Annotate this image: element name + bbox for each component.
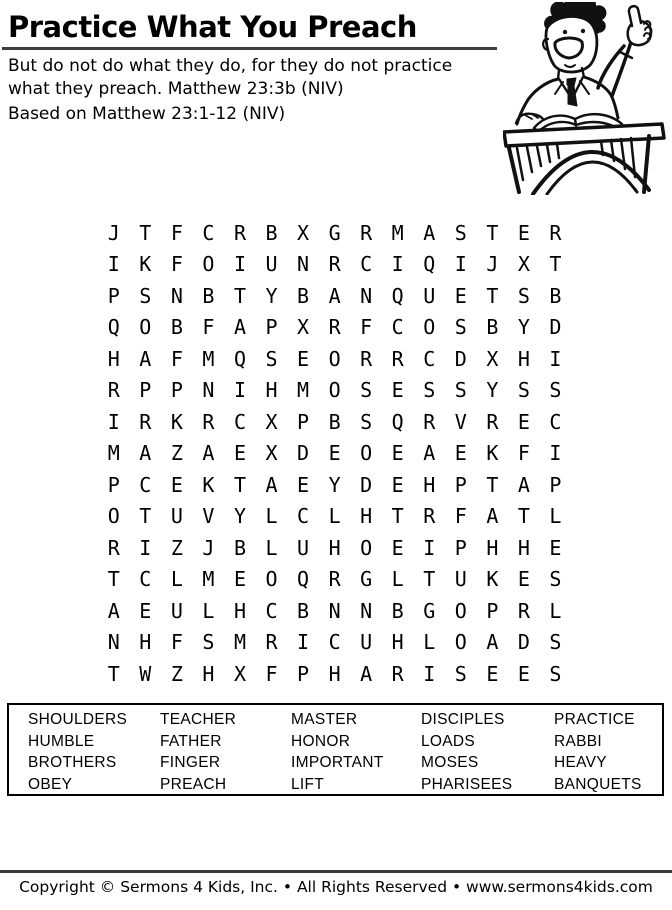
word-bank-word: PREACH <box>160 775 227 793</box>
grid-letter: E <box>454 441 467 466</box>
grid-letter: O <box>454 598 467 623</box>
grid-letter: W <box>139 661 152 686</box>
grid-letter: G <box>360 567 373 592</box>
grid-letter: M <box>297 378 310 403</box>
word-bank-word: FATHER <box>160 732 222 750</box>
grid-letter: E <box>297 472 310 497</box>
word-bank-column <box>291 709 421 795</box>
grid-letter: L <box>170 567 183 592</box>
grid-letter: I <box>423 535 436 560</box>
grid-letter: E <box>391 378 404 403</box>
grid-letter: V <box>454 409 467 434</box>
grid-letter: Y <box>517 315 530 340</box>
grid-letter: H <box>360 504 373 529</box>
grid-letter: S <box>202 630 215 655</box>
grid-letter: I <box>107 409 120 434</box>
grid-letter: F <box>170 220 183 245</box>
grid-letter: I <box>107 252 120 277</box>
grid-letter: C <box>202 220 215 245</box>
grid-letter: U <box>170 598 183 623</box>
grid-letter: A <box>517 472 530 497</box>
grid-letter: S <box>549 630 562 655</box>
grid-letter: J <box>107 220 120 245</box>
grid-letter: E <box>517 409 530 434</box>
grid-letter: B <box>328 409 341 434</box>
copyright-text: Copyright © Sermons 4 Kids, Inc. • All Rights Reserved • www.sermons4kids.com <box>19 878 653 896</box>
grid-letter: S <box>454 315 467 340</box>
grid-letter: E <box>454 283 467 308</box>
grid-letter: G <box>423 598 436 623</box>
grid-letter: B <box>265 220 278 245</box>
grid-letter: A <box>107 598 120 623</box>
footer-divider <box>0 870 672 873</box>
word-bank-word: MOSES <box>421 754 479 772</box>
word-bank-column <box>28 709 160 795</box>
grid-letter: J <box>486 252 499 277</box>
grid-letter: X <box>297 220 310 245</box>
grid-letter: R <box>139 409 152 434</box>
grid-letter: L <box>549 504 562 529</box>
grid-letter: A <box>139 441 152 466</box>
grid-letter: C <box>423 346 436 371</box>
grid-letter: E <box>517 220 530 245</box>
word-bank <box>7 703 664 796</box>
grid-letter: O <box>107 504 120 529</box>
grid-letter: P <box>486 598 499 623</box>
grid-letter: P <box>549 472 562 497</box>
grid-letter: H <box>265 378 278 403</box>
grid-letter: B <box>297 283 310 308</box>
grid-letter: Z <box>170 441 183 466</box>
grid-letter: N <box>360 598 373 623</box>
page-title: Practice What You Preach <box>8 10 417 44</box>
grid-letter: T <box>233 472 246 497</box>
grid-letter: N <box>328 598 341 623</box>
grid-letter: H <box>139 630 152 655</box>
grid-letter: C <box>139 567 152 592</box>
grid-letter: O <box>328 346 341 371</box>
memory-verse <box>8 55 488 101</box>
grid-letter: R <box>328 567 341 592</box>
grid-letter: U <box>423 283 436 308</box>
grid-letter: U <box>297 535 310 560</box>
grid-letter: F <box>265 661 278 686</box>
grid-letter: K <box>486 567 499 592</box>
grid-letter: V <box>202 504 215 529</box>
grid-letter: I <box>139 535 152 560</box>
grid-letter: A <box>265 472 278 497</box>
grid-letter: P <box>265 315 278 340</box>
grid-letter: S <box>423 378 436 403</box>
grid-letter: A <box>139 346 152 371</box>
grid-letter: Z <box>170 535 183 560</box>
grid-letter: E <box>328 441 341 466</box>
grid-letter: Q <box>233 346 246 371</box>
grid-letter: I <box>233 378 246 403</box>
grid-letter: U <box>265 252 278 277</box>
grid-letter: H <box>328 661 341 686</box>
grid-letter: I <box>549 441 562 466</box>
grid-letter: R <box>423 409 436 434</box>
grid-letter: M <box>233 630 246 655</box>
grid-letter: A <box>423 441 436 466</box>
grid-letter: P <box>454 472 467 497</box>
grid-letter: B <box>391 598 404 623</box>
grid-letter: A <box>328 283 341 308</box>
grid-letter: E <box>391 472 404 497</box>
grid-letter: E <box>517 567 530 592</box>
grid-letter: T <box>391 504 404 529</box>
grid-letter: H <box>202 661 215 686</box>
grid-letter: G <box>328 220 341 245</box>
grid-letter: C <box>233 409 246 434</box>
grid-letter: O <box>202 252 215 277</box>
grid-letter: N <box>202 378 215 403</box>
grid-letter: A <box>486 504 499 529</box>
grid-letter: L <box>328 504 341 529</box>
grid-letter: F <box>170 630 183 655</box>
word-bank-word: HEAVY <box>554 754 607 772</box>
grid-letter: Y <box>328 472 341 497</box>
grid-letter: Y <box>265 283 278 308</box>
grid-letter: R <box>391 346 404 371</box>
grid-letter: F <box>170 252 183 277</box>
grid-letter: L <box>202 598 215 623</box>
grid-letter: E <box>233 567 246 592</box>
grid-letter: R <box>549 220 562 245</box>
grid-letter: D <box>360 472 373 497</box>
word-bank-word: TEACHER <box>160 711 237 728</box>
word-bank-word: FINGER <box>160 754 221 772</box>
grid-letter: C <box>391 315 404 340</box>
grid-letter: I <box>391 252 404 277</box>
grid-letter: P <box>297 409 310 434</box>
grid-letter: R <box>328 252 341 277</box>
grid-letter: S <box>139 283 152 308</box>
grid-letter: S <box>549 567 562 592</box>
grid-letter: M <box>391 220 404 245</box>
grid-letter: M <box>202 567 215 592</box>
grid-letter: B <box>233 535 246 560</box>
grid-letter: T <box>486 283 499 308</box>
grid-letter: T <box>139 504 152 529</box>
grid-letter: R <box>391 661 404 686</box>
word-bank-word: PHARISEES <box>421 775 513 793</box>
grid-letter: T <box>423 567 436 592</box>
grid-letter: F <box>360 315 373 340</box>
grid-letter: X <box>265 409 278 434</box>
grid-letter: P <box>107 472 120 497</box>
grid-letter: S <box>517 378 530 403</box>
grid-letter: K <box>170 409 183 434</box>
grid-letter: R <box>360 346 373 371</box>
grid-letter: C <box>360 252 373 277</box>
grid-letter: H <box>423 472 436 497</box>
grid-letter: N <box>170 283 183 308</box>
grid-letter: A <box>360 661 373 686</box>
grid-letter: S <box>549 378 562 403</box>
grid-letter: E <box>549 535 562 560</box>
grid-letter: I <box>297 630 310 655</box>
grid-letter: N <box>107 630 120 655</box>
grid-letter: F <box>454 504 467 529</box>
grid-letter: C <box>265 598 278 623</box>
grid-letter: U <box>170 504 183 529</box>
grid-letter: R <box>265 630 278 655</box>
grid-letter: D <box>454 346 467 371</box>
grid-letter: X <box>517 252 530 277</box>
grid-letter: K <box>486 441 499 466</box>
grid-letter: O <box>360 441 373 466</box>
grid-letter: C <box>297 504 310 529</box>
grid-letter: J <box>202 535 215 560</box>
word-bank-word: LOADS <box>421 732 476 750</box>
grid-letter: A <box>423 220 436 245</box>
word-bank-word: HUMBLE <box>28 732 95 750</box>
grid-letter: U <box>360 630 373 655</box>
preacher-pointing-at-podium-icon <box>503 2 668 195</box>
grid-letter: L <box>265 504 278 529</box>
grid-letter: O <box>328 378 341 403</box>
grid-letter: E <box>170 472 183 497</box>
letter-grid <box>98 217 571 690</box>
grid-letter: L <box>423 630 436 655</box>
grid-letter: D <box>517 630 530 655</box>
grid-letter: E <box>233 441 246 466</box>
grid-letter: E <box>517 661 530 686</box>
title-underline <box>2 47 497 50</box>
grid-letter: L <box>265 535 278 560</box>
grid-letter: X <box>233 661 246 686</box>
grid-letter: F <box>170 346 183 371</box>
grid-letter: S <box>454 220 467 245</box>
grid-letter: S <box>360 409 373 434</box>
grid-letter: A <box>233 315 246 340</box>
word-bank-word: BANQUETS <box>554 775 642 793</box>
grid-letter: C <box>139 472 152 497</box>
grid-letter: I <box>549 346 562 371</box>
grid-letter: R <box>107 378 120 403</box>
grid-letter: X <box>486 346 499 371</box>
grid-letter: H <box>328 535 341 560</box>
grid-letter: Q <box>423 252 436 277</box>
grid-letter: H <box>517 346 530 371</box>
grid-letter: U <box>454 567 467 592</box>
grid-letter: X <box>297 315 310 340</box>
grid-letter: E <box>391 441 404 466</box>
grid-letter: S <box>265 346 278 371</box>
grid-letter: H <box>517 535 530 560</box>
grid-letter: F <box>517 441 530 466</box>
grid-letter: O <box>139 315 152 340</box>
word-bank-column <box>421 709 554 795</box>
grid-letter: I <box>423 661 436 686</box>
grid-letter: B <box>202 283 215 308</box>
grid-letter: I <box>233 252 246 277</box>
grid-letter: Y <box>233 504 246 529</box>
grid-letter: F <box>202 315 215 340</box>
grid-letter: N <box>297 252 310 277</box>
grid-letter: A <box>486 630 499 655</box>
grid-letter: K <box>139 252 152 277</box>
grid-letter: S <box>549 661 562 686</box>
word-bank-word: MASTER <box>291 711 358 728</box>
grid-letter: D <box>297 441 310 466</box>
grid-letter: O <box>423 315 436 340</box>
grid-letter: P <box>107 283 120 308</box>
grid-letter: M <box>107 441 120 466</box>
grid-letter: Z <box>170 661 183 686</box>
grid-letter: D <box>549 315 562 340</box>
grid-letter: S <box>454 378 467 403</box>
grid-letter: H <box>233 598 246 623</box>
grid-letter: B <box>486 315 499 340</box>
grid-letter: Q <box>297 567 310 592</box>
grid-letter: O <box>454 630 467 655</box>
word-bank-word: DISCIPLES <box>421 711 505 728</box>
grid-letter: S <box>360 378 373 403</box>
grid-letter: C <box>549 409 562 434</box>
grid-letter: Q <box>391 409 404 434</box>
memory-verse-line1: But do not do what they do, for they do not practice <box>8 56 453 76</box>
grid-letter: T <box>233 283 246 308</box>
grid-letter: X <box>265 441 278 466</box>
grid-letter: R <box>423 504 436 529</box>
grid-letter: M <box>202 346 215 371</box>
grid-letter: R <box>328 315 341 340</box>
grid-letter: R <box>202 409 215 434</box>
word-bank-column <box>160 709 291 795</box>
word-bank-word: IMPORTANT <box>291 754 384 772</box>
word-bank-word: LIFT <box>291 775 325 793</box>
grid-letter: E <box>297 346 310 371</box>
based-on-reference: Based on Matthew 23:1-12 (NIV) <box>8 104 286 124</box>
grid-letter: Q <box>107 315 120 340</box>
grid-letter: T <box>107 661 120 686</box>
word-bank-column <box>554 709 662 795</box>
grid-letter: T <box>139 220 152 245</box>
grid-letter: B <box>170 315 183 340</box>
word-bank-word: SHOULDERS <box>28 711 128 728</box>
word-bank-word: PRACTICE <box>554 711 635 728</box>
grid-letter: Y <box>486 378 499 403</box>
word-bank-word: BROTHERS <box>28 754 117 772</box>
grid-letter: K <box>202 472 215 497</box>
grid-letter: E <box>139 598 152 623</box>
grid-letter: S <box>454 661 467 686</box>
grid-letter: E <box>486 661 499 686</box>
grid-letter: T <box>549 252 562 277</box>
grid-letter: C <box>328 630 341 655</box>
grid-letter: L <box>391 567 404 592</box>
grid-letter: B <box>297 598 310 623</box>
grid-letter: S <box>517 283 530 308</box>
memory-verse-line2: what they preach. Matthew 23:3b (NIV) <box>8 79 344 99</box>
grid-letter: T <box>486 472 499 497</box>
grid-letter: H <box>107 346 120 371</box>
grid-letter: O <box>265 567 278 592</box>
grid-letter: H <box>391 630 404 655</box>
word-bank-word: HONOR <box>291 732 351 750</box>
grid-letter: I <box>454 252 467 277</box>
grid-letter: T <box>486 220 499 245</box>
word-bank-word: OBEY <box>28 775 73 793</box>
grid-letter: R <box>360 220 373 245</box>
grid-letter: N <box>360 283 373 308</box>
grid-letter: P <box>454 535 467 560</box>
grid-letter: L <box>549 598 562 623</box>
grid-letter: P <box>297 661 310 686</box>
grid-letter: R <box>517 598 530 623</box>
grid-letter: P <box>139 378 152 403</box>
grid-letter: O <box>360 535 373 560</box>
grid-letter: E <box>391 535 404 560</box>
grid-letter: T <box>107 567 120 592</box>
grid-letter: B <box>549 283 562 308</box>
grid-letter: R <box>107 535 120 560</box>
grid-letter: T <box>517 504 530 529</box>
grid-letter: A <box>202 441 215 466</box>
grid-letter: R <box>233 220 246 245</box>
grid-letter: Q <box>391 283 404 308</box>
grid-letter: H <box>486 535 499 560</box>
word-bank-word: RABBI <box>554 732 603 750</box>
grid-letter: P <box>170 378 183 403</box>
grid-letter: R <box>486 409 499 434</box>
